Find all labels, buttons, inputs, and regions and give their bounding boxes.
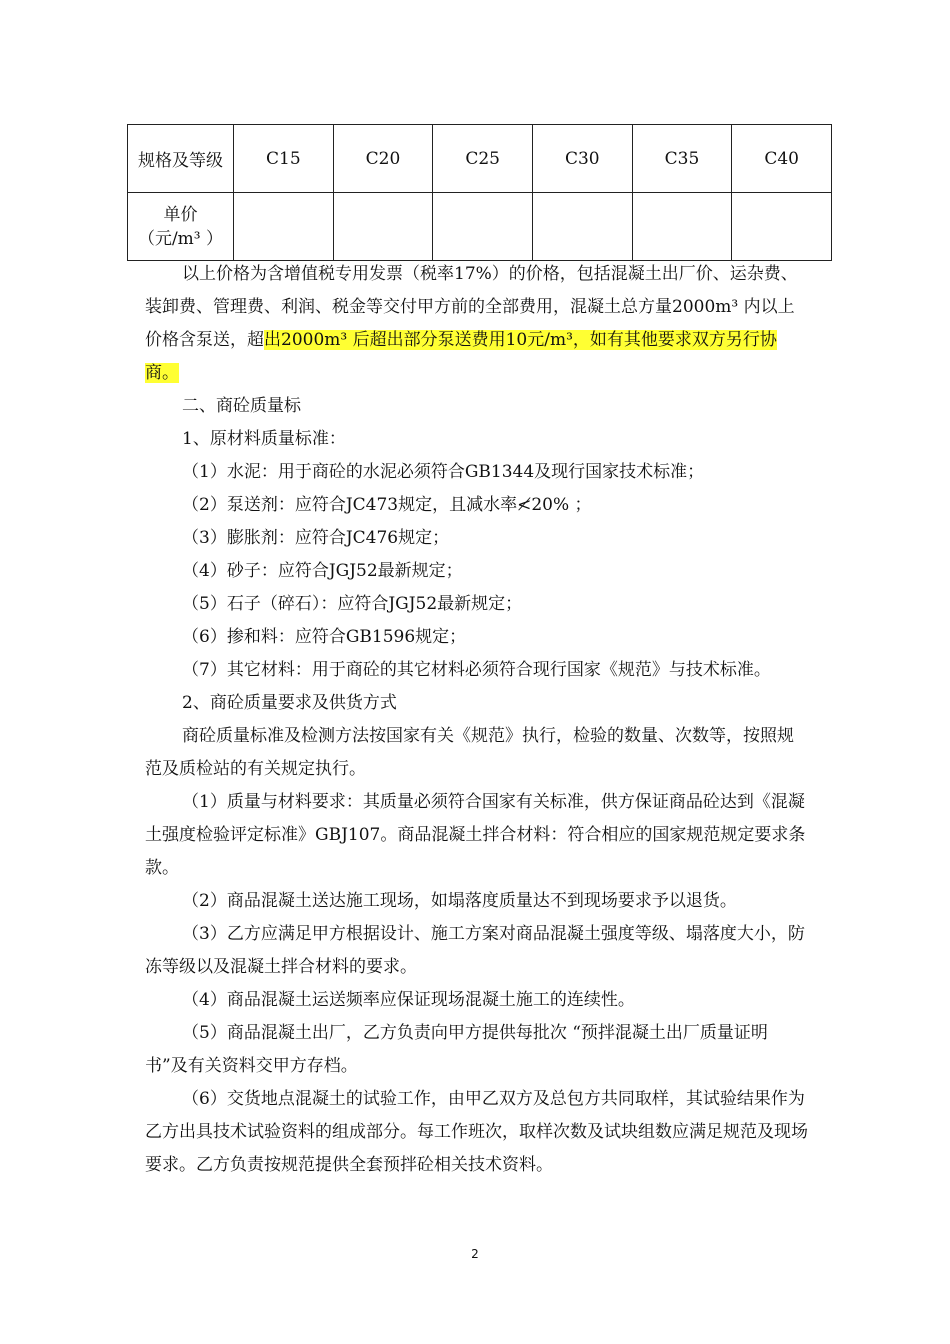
list-item: （3）乙方应满足甲方根据设计、施工方案对商品混凝土强度等级、塌落度大小，防冻等级以及混凝土拌合材料的要求。 — [145, 924, 805, 977]
table-cell-price-empty — [532, 193, 632, 261]
subsection-heading: 1、原材料质量标准： — [182, 429, 346, 449]
list-item: （2）商品混凝土送达施工现场，如塌落度质量达不到现场要求予以退货。 — [182, 891, 737, 911]
price-table — [127, 124, 832, 261]
table-cell-price-empty — [732, 193, 832, 261]
paragraph-price-note — [145, 258, 810, 390]
list-item: （6）交货地点混凝土的试验工作，由甲乙双方及总包方共同取样，其试验结果作为乙方出具技术试验资料的组成部分。每工作班次，取样次数及试块组数应满足规范及现场要求。乙方负责按规范提供全套预拌砼相关技术资料。 — [145, 1089, 808, 1175]
list-item: （6）掺和料：应符合GB1596规定； — [182, 627, 467, 647]
price-note-text: 以上价格为含增值税专用发票（税率17%）的价格，包括混凝土出厂价、运杂费、装卸费、管理费、利润、税金等交付甲方前的全部费用，混凝土总方量2000m³ 内以上价格含泵送，超 — [145, 264, 798, 350]
table-cell-grade: C40 — [732, 125, 832, 193]
table-cell-price-empty — [333, 193, 433, 261]
unit-price-label: 单价 — [163, 204, 198, 225]
table-cell-grade: C15 — [234, 125, 334, 193]
list-item: （5）商品混凝土出厂，乙方负责向甲方提供每批次 “预拌混凝土出厂质量证明书”及有关资料交甲方存档。 — [145, 1023, 768, 1076]
table-cell-grade: C35 — [632, 125, 732, 193]
list-item: （3）膨胀剂：应符合JC476规定； — [182, 528, 450, 548]
paragraph: 商砼质量标准及检测方法按国家有关《规范》执行，检验的数量、次数等，按照规范及质检站的有关规定执行。 — [145, 726, 794, 779]
table-cell-spec-header: 规格及等级 — [128, 125, 234, 193]
table-row — [128, 125, 832, 193]
document-body — [145, 258, 810, 1182]
list-item: （1）质量与材料要求：其质量必须符合国家有关标准，供方保证商品砼达到《混凝土强度检验评定标准》GBJ107。商品混凝土拌合材料：符合相应的国家规范规定要求条款。 — [145, 792, 806, 878]
table-cell-grade: C20 — [333, 125, 433, 193]
subsection-heading: 2、商砼质量要求及供货方式 — [182, 693, 397, 713]
table-cell-price-empty — [433, 193, 533, 261]
table-cell-grade: C30 — [532, 125, 632, 193]
table-cell-price-empty — [234, 193, 334, 261]
table-cell-grade: C25 — [433, 125, 533, 193]
list-item: （7）其它材料：用于商砼的其它材料必须符合现行国家《规范》与技术标准。 — [182, 660, 771, 680]
list-item: （4）商品混凝土运送频率应保证现场混凝土施工的连续性。 — [182, 990, 635, 1010]
table-row — [128, 193, 832, 261]
list-item: （2）泵送剂：应符合JC473规定，且减水率≮20% ； — [182, 495, 592, 515]
list-item: （1）水泥：用于商砼的水泥必须符合GB1344及现行国家技术标准； — [182, 462, 705, 482]
section-heading: 二、商砼质量标 — [182, 396, 301, 416]
list-item: （4）砂子：应符合JGJ52最新规定； — [182, 561, 463, 581]
unit-price-unit: （元/m³ ） — [137, 228, 224, 249]
table-cell-unit-price-header — [128, 193, 234, 261]
page-number: 2 — [471, 1247, 479, 1261]
table-cell-price-empty — [632, 193, 732, 261]
highlighted-text: 出2000m³ 后超出部分泵送费用10元/m³，如有其他要求双方另行协商。 — [145, 330, 777, 383]
list-item: （5）石子（碎石）：应符合JGJ52最新规定； — [182, 594, 523, 614]
